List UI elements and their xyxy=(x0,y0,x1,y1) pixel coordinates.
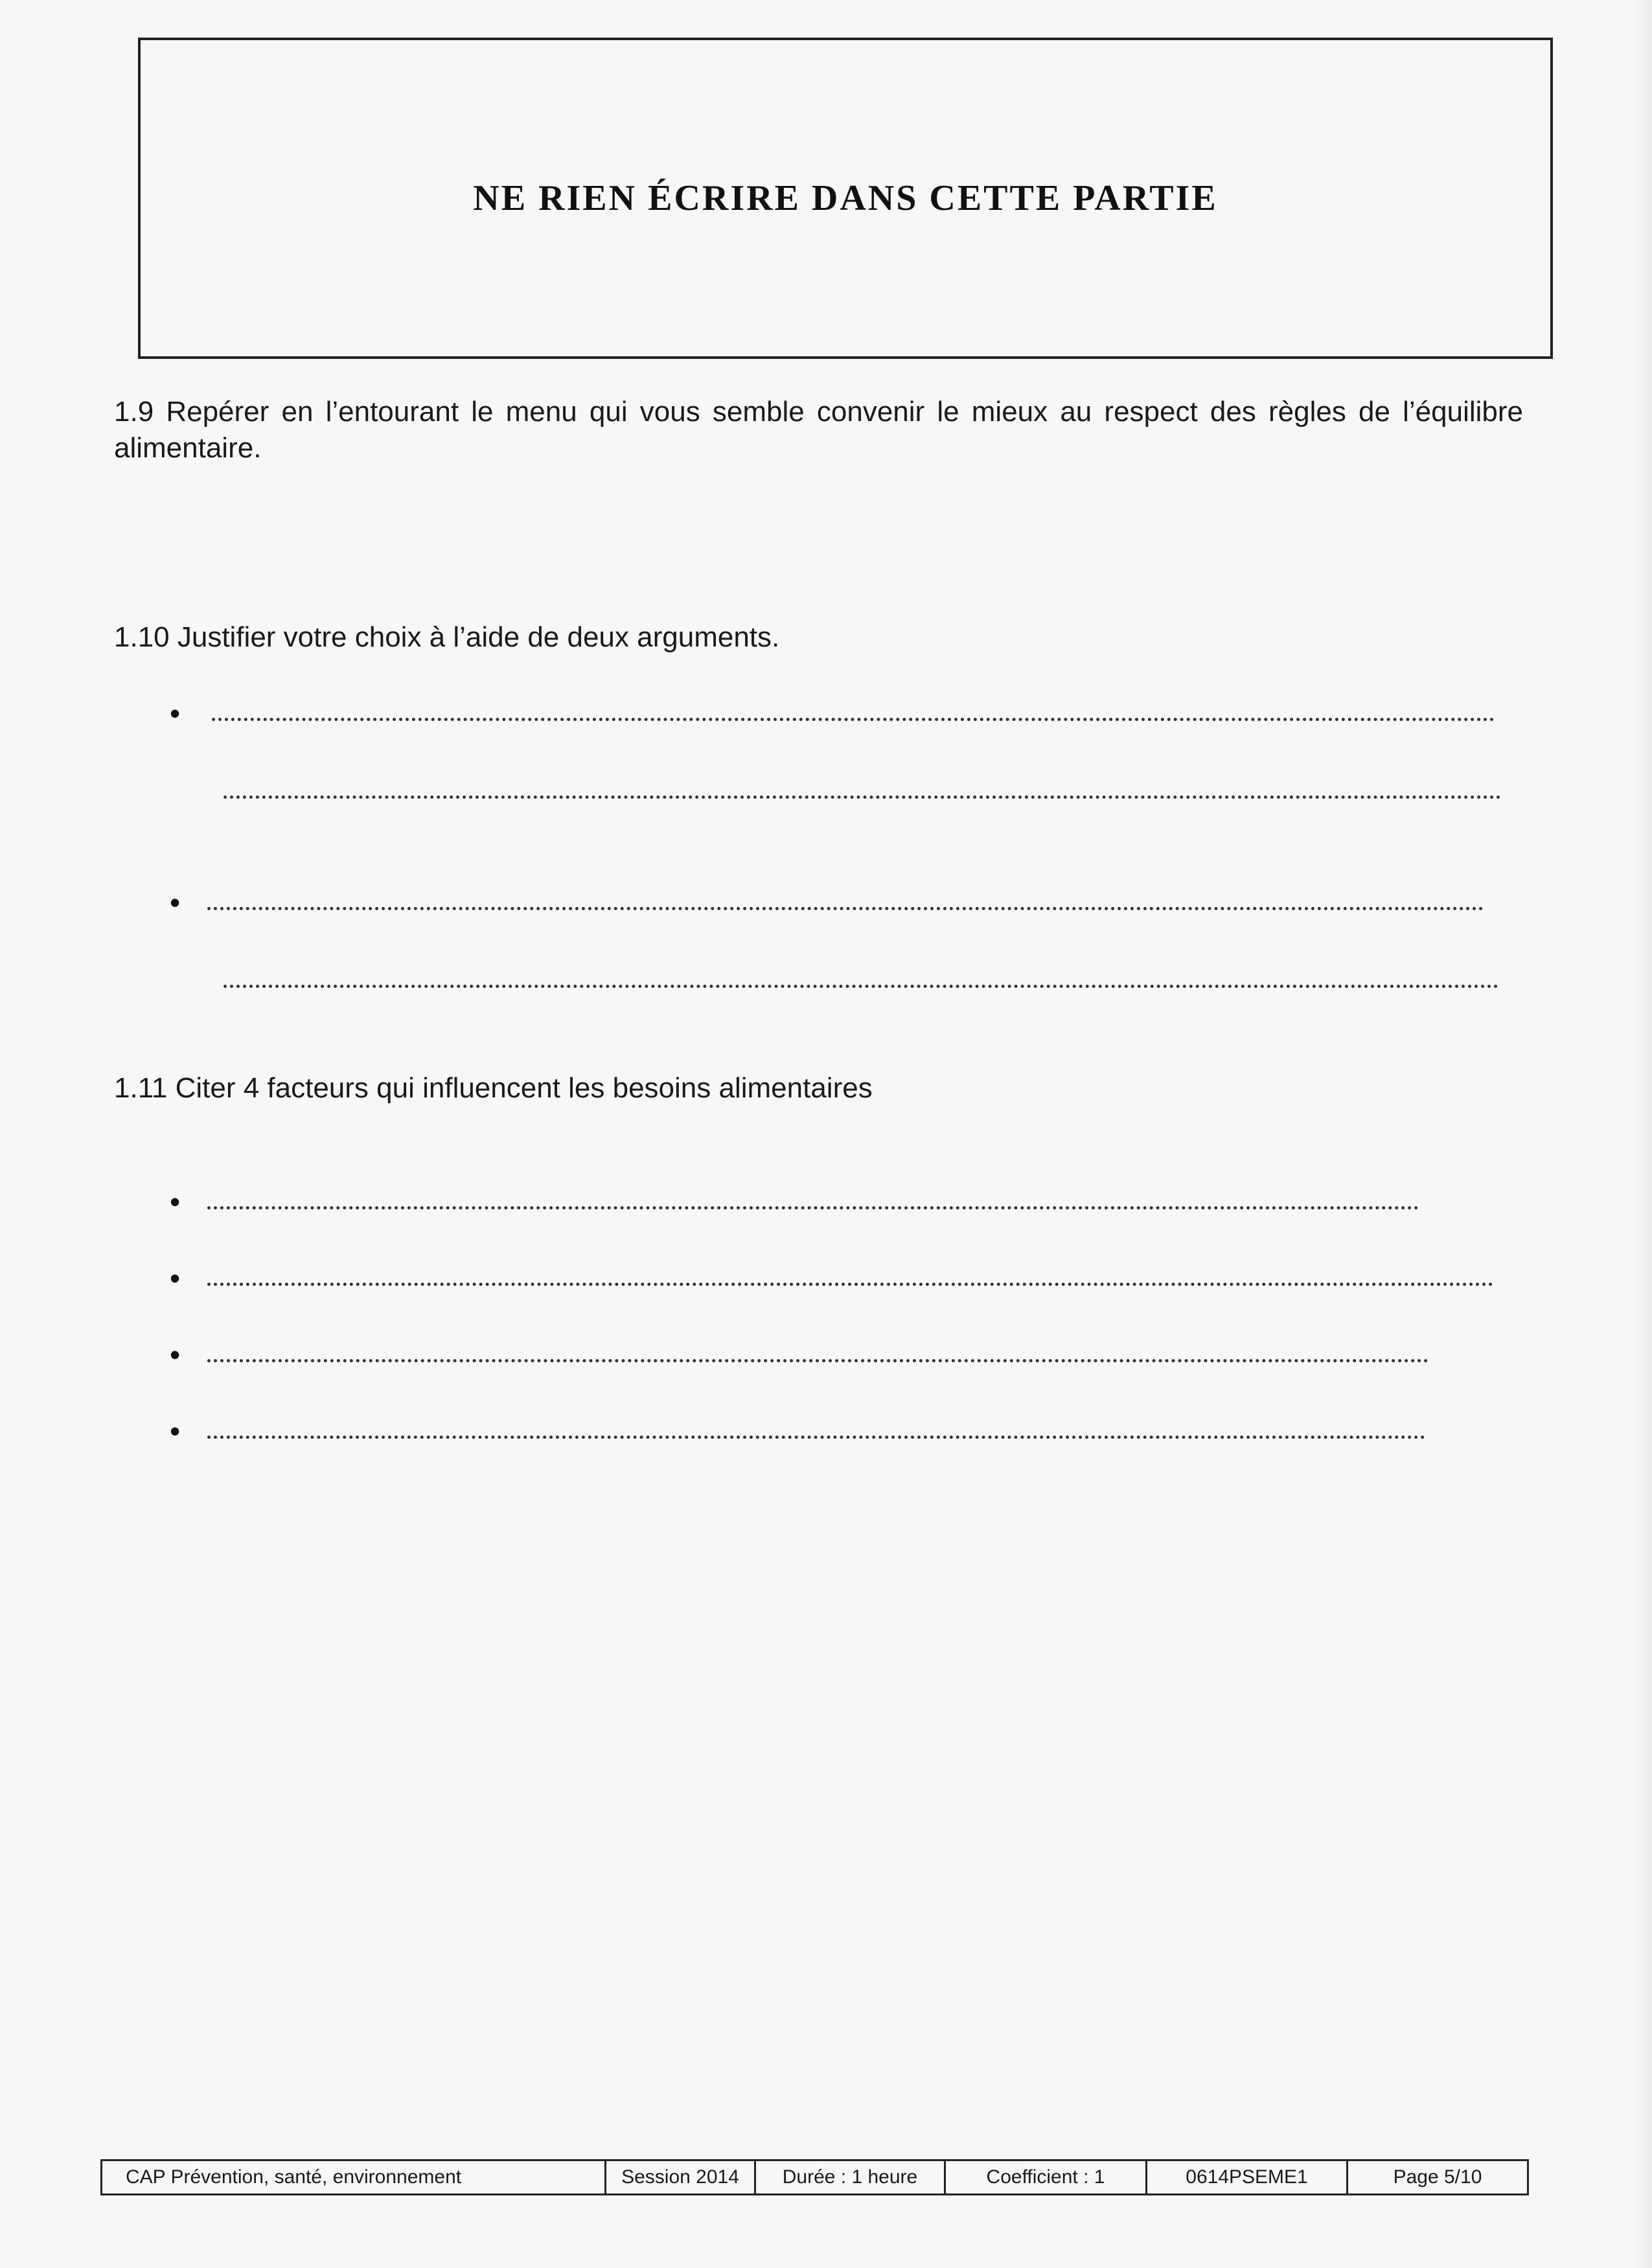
question-1-10: 1.10 Justifier votre choix à l’aide de deux arguments. xyxy=(114,621,780,653)
footer-duration: Durée : 1 heure xyxy=(756,2161,946,2194)
answer-line-1-10-a1[interactable] xyxy=(212,718,1495,721)
question-1-11: 1.11 Citer 4 facteurs qui influencent les besoins alimentaires xyxy=(114,1072,873,1104)
question-1-9: 1.9 Repérer en l’entourant le menu qui vous semble convenir le mieux au respect des règles de l’équilibre alimentaire. xyxy=(114,396,1523,464)
no-write-title: NE RIEN ÉCRIRE DANS CETTE PARTIE xyxy=(473,178,1218,218)
footer-page-number: Page 5/10 xyxy=(1393,2166,1482,2188)
footer-info-table xyxy=(100,2159,1529,2195)
paper-edge-shadow xyxy=(1633,0,1652,2268)
no-write-box xyxy=(138,38,1553,359)
answer-line-1-11-1[interactable] xyxy=(207,1206,1419,1209)
footer-exam-code: 0614PSEME1 xyxy=(1147,2161,1348,2194)
answer-line-1-11-3[interactable] xyxy=(207,1359,1428,1362)
answer-line-1-10-b1[interactable] xyxy=(207,907,1484,910)
bullet-1-11-2: • xyxy=(170,1261,181,1295)
answer-line-1-10-a2[interactable] xyxy=(224,796,1501,799)
footer-session: Session 2014 xyxy=(606,2161,756,2194)
answer-line-1-11-2[interactable] xyxy=(207,1283,1493,1286)
bullet-1-11-1: • xyxy=(170,1185,181,1219)
bullet-1-11-4: • xyxy=(170,1414,181,1448)
footer-coefficient: Coefficient : 1 xyxy=(946,2161,1147,2194)
answer-line-1-10-b2[interactable] xyxy=(224,985,1498,988)
bullet-1-10-b: • xyxy=(170,886,181,919)
bullet-1-10-a: • xyxy=(170,696,181,730)
footer-exam-title: CAP Prévention, santé, environnement xyxy=(102,2161,606,2194)
answer-line-1-11-4[interactable] xyxy=(207,1436,1425,1439)
bullet-1-11-3: • xyxy=(170,1338,181,1371)
